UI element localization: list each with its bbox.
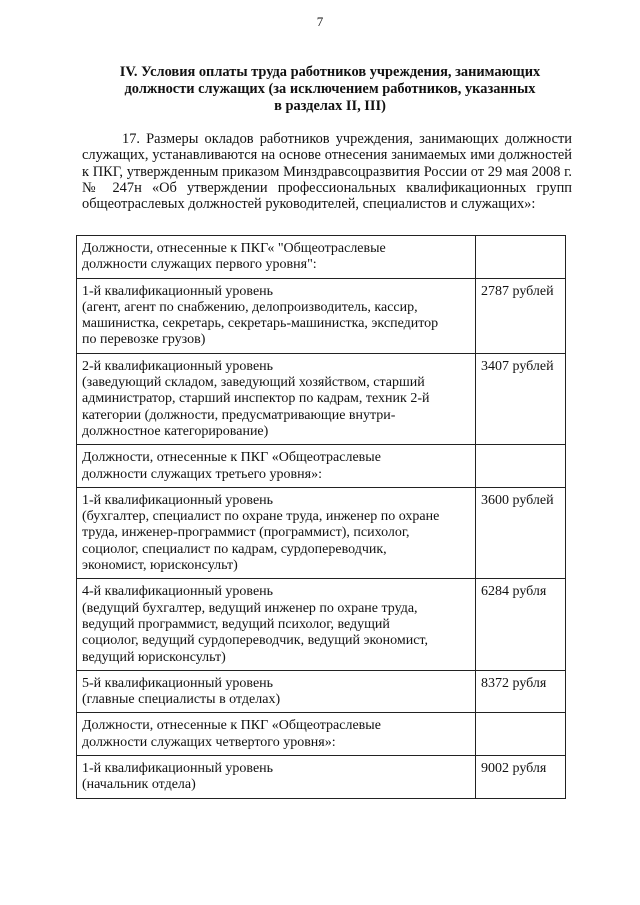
- section-title-line: в разделах II, III): [274, 98, 386, 114]
- table-row: [77, 713, 566, 756]
- salary-cell: [476, 236, 566, 279]
- position-text-line: ведущий программист, ведущий психолог, ведущий: [82, 616, 390, 632]
- position-text-line: 1-й квалификационный уровень: [82, 492, 274, 508]
- position-text-line: администратор, старший инспектор по кадрам, техник 2-й: [82, 391, 430, 407]
- table-row: [77, 236, 566, 279]
- position-text-line: категории (должности, предусматривающие внутри-: [82, 407, 396, 423]
- position-text-line: 5-й квалификационный уровень: [82, 675, 274, 691]
- position-text-line: должности служащих первого уровня":: [82, 257, 317, 273]
- position-text-line: Должности, отнесенные к ПКГ «Общеотраслевые: [82, 450, 381, 466]
- position-text-line: должности служащих четвертого уровня»:: [82, 734, 336, 750]
- table-row: [77, 278, 566, 353]
- position-text-line: социолог, специалист по кадрам, сурдопереводчик,: [82, 541, 387, 557]
- position-cell: [77, 278, 476, 353]
- position-text-line: социолог, ведущий сурдопереводчик, ведущий экономист,: [82, 633, 428, 649]
- position-text-line: (бухгалтер, специалист по охране труда, инженер по охране: [82, 509, 440, 525]
- page-number: 7: [316, 14, 324, 29]
- position-text-line: ведущий юрисконсульт): [82, 649, 226, 665]
- position-text-line: 1-й квалификационный уровень: [82, 283, 274, 299]
- salary-cell: 9002 рубля: [476, 756, 566, 799]
- table-row: [77, 579, 566, 670]
- position-text-line: (агент, агент по снабжению, делопроизводитель, кассир,: [82, 299, 418, 315]
- table-row: [77, 353, 566, 444]
- position-cell: [77, 756, 476, 799]
- table-row: [77, 756, 566, 799]
- position-cell: [77, 445, 476, 488]
- salary-cell: [476, 445, 566, 488]
- section-title: [90, 64, 570, 115]
- position-cell: [77, 670, 476, 713]
- position-cell: [77, 579, 476, 670]
- position-text-line: по перевозке грузов): [82, 332, 206, 348]
- position-text-line: должностное категорирование): [82, 423, 269, 439]
- position-text-line: 2-й квалификационный уровень: [82, 358, 274, 374]
- position-cell: [77, 713, 476, 756]
- position-cell: [77, 487, 476, 578]
- intro-paragraph: 17. Размеры окладов работников учреждения, занимающих должности служащих, устанавливаются на основе отнесения занимаемых ими должностей к ПКГ, утвержденным приказом Минздравсоцразвития России от 29 мая 2008 г. № 247н «Об утверждении профессиональных квалификационных групп общеотраслевых должностей руководителей, специалистов и служащих»:: [82, 131, 572, 213]
- salary-cell: 3600 рублей: [476, 487, 566, 578]
- section-title-line: должности служащих (за исключением работников, указанных: [124, 81, 536, 97]
- salary-cell: 8372 рубля: [476, 670, 566, 713]
- position-text-line: (ведущий бухгалтер, ведущий инженер по охране труда,: [82, 600, 418, 616]
- position-text-line: Должности, отнесенные к ПКГ «Общеотраслевые: [82, 718, 381, 734]
- position-text-line: Должности, отнесенные к ПКГ« "Общеотраслевые: [82, 241, 386, 256]
- salary-cell: 3407 рублей: [476, 353, 566, 444]
- position-text-line: 4-й квалификационный уровень: [82, 584, 274, 600]
- salary-cell: 2787 рублей: [476, 278, 566, 353]
- table-row: [77, 487, 566, 578]
- position-cell: [77, 236, 476, 279]
- salary-cell: [476, 713, 566, 756]
- salary-table: [76, 235, 566, 799]
- table-row: [77, 670, 566, 713]
- position-text-line: машинистка, секретарь, секретарь-машинистка, экспедитор: [82, 316, 439, 332]
- position-text-line: 1-й квалификационный уровень: [82, 761, 274, 777]
- position-text-line: (начальник отдела): [82, 777, 196, 793]
- position-cell: [77, 353, 476, 444]
- position-text-line: (заведующий складом, заведующий хозяйством, старший: [82, 375, 425, 391]
- section-title-line: IV. Условия оплаты труда работников учреждения, занимающих: [119, 64, 541, 80]
- position-text-line: должности служащих третьего уровня»:: [82, 466, 322, 482]
- position-text-line: труда, инженер-программист (программист), психолог,: [82, 525, 410, 541]
- position-text-line: экономист, юрисконсульт): [82, 558, 238, 574]
- salary-cell: 6284 рубля: [476, 579, 566, 670]
- table-row: [77, 445, 566, 488]
- position-text-line: (главные специалисты в отделах): [82, 692, 281, 708]
